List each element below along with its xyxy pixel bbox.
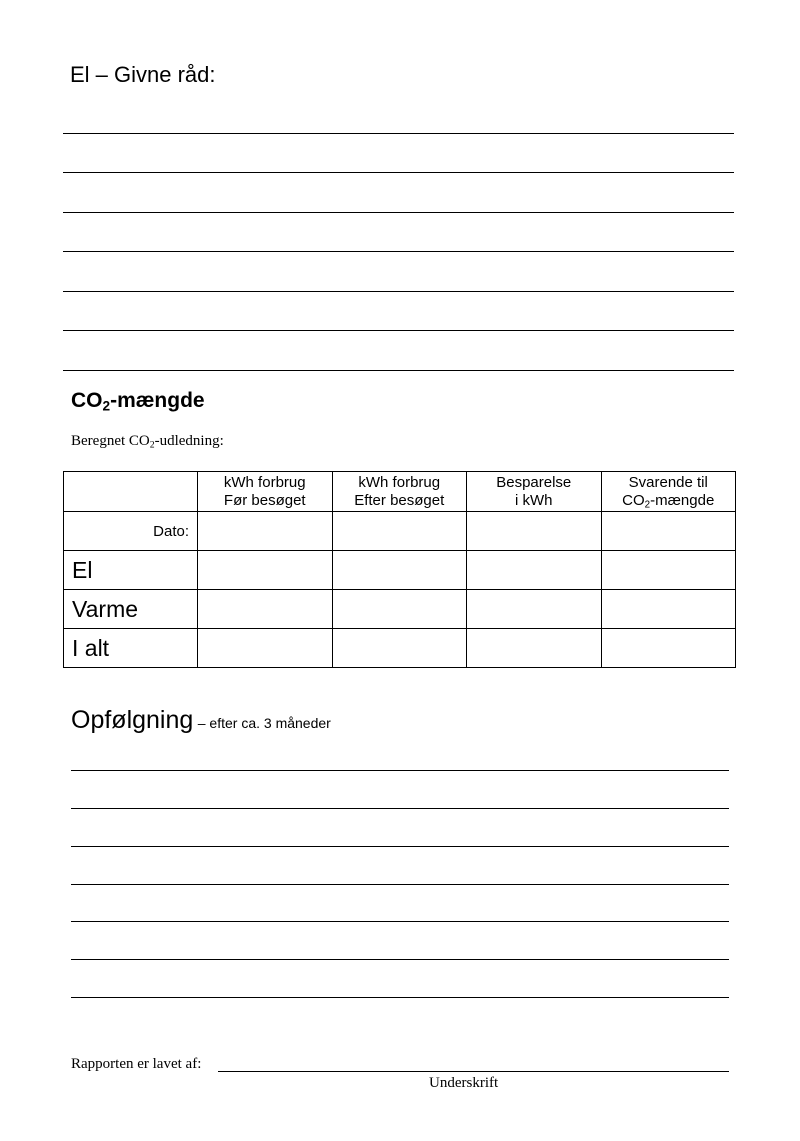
header-line2: i kWh [515,491,553,509]
header-line2-prefix: CO [622,491,645,509]
cell-date-co2[interactable] [601,512,736,551]
write-line-followup-5[interactable] [71,921,729,922]
cell-total-co2[interactable] [601,629,736,668]
write-line-followup-3[interactable] [71,846,729,847]
co2-subheading-sub: 2 [149,439,155,451]
header-line1: kWh forbrug [358,473,441,491]
line-end-mark [712,291,734,292]
header-line1: Svarende til [628,473,708,491]
write-line-followup-7[interactable] [71,997,729,998]
section-el-heading: El – Givne råd: [70,62,216,87]
signature-caption: Underskrift [429,1075,499,1091]
header-line2-suffix: -mængde [650,491,715,509]
table-header-after [332,472,467,512]
cell-varme-savings[interactable] [467,590,602,629]
table-header-savings [467,472,602,512]
cell-varme-co2[interactable] [601,590,736,629]
write-line-el-6[interactable] [63,330,734,331]
co2-heading-prefix: CO [71,389,103,412]
header-line1: Besparelse [496,473,572,491]
cell-total-after[interactable] [332,629,467,668]
cell-total-savings[interactable] [467,629,602,668]
write-line-el-4[interactable] [63,251,734,252]
write-line-followup-6[interactable] [71,959,729,960]
table-row-date [64,512,736,551]
co2-subheading [71,433,224,450]
write-line-el-5[interactable] [63,291,734,292]
table-header-row [64,472,736,512]
write-line-followup-4[interactable] [71,884,729,885]
row-label-el: El [64,551,198,590]
table-header-co2 [601,472,736,512]
line-end-mark [712,370,734,371]
table-row-el [64,551,736,590]
line-end-mark [712,212,734,213]
cell-el-after[interactable] [332,551,467,590]
line-end-mark [712,330,734,331]
co2-heading-sub: 2 [102,398,111,414]
header-line2: Efter besøget [354,491,445,509]
followup-subtitle: – efter ca. 3 måneder [197,715,331,731]
cell-el-savings[interactable] [467,551,602,590]
cell-el-co2[interactable] [601,551,736,590]
co2-table [63,471,736,668]
table-corner-cell [64,472,198,512]
header-line2: Før besøget [223,491,306,509]
cell-el-before[interactable] [198,551,333,590]
signature-label: Rapporten er lavet af: [71,1056,202,1072]
cell-date-savings[interactable] [467,512,602,551]
line-end-mark [712,251,734,252]
co2-subheading-suffix: -udledning: [154,433,224,449]
write-line-el-2[interactable] [63,172,734,173]
co2-heading-suffix: -mængde [110,389,205,412]
cell-varme-after[interactable] [332,590,467,629]
co2-subheading-prefix: Beregnet CO [71,433,150,449]
write-line-el-3[interactable] [63,212,734,213]
header-line2-sub: 2 [644,498,651,510]
cell-date-after[interactable] [332,512,467,551]
write-line-el-7[interactable] [63,370,734,371]
row-label-date: Dato: [64,512,198,551]
table-header-before [198,472,333,512]
cell-varme-before[interactable] [198,590,333,629]
row-label-total: I alt [64,629,198,668]
section-co2-heading [71,389,205,413]
table-row-total [64,629,736,668]
cell-date-before[interactable] [198,512,333,551]
write-line-followup-2[interactable] [71,808,729,809]
signature-line[interactable] [218,1071,729,1072]
row-label-varme: Varme [64,590,198,629]
write-line-el-1[interactable] [63,133,734,134]
line-end-mark [712,172,734,173]
table-row-varme [64,590,736,629]
cell-total-before[interactable] [198,629,333,668]
followup-title: Opfølgning [71,706,194,734]
header-line1: kWh forbrug [223,473,306,491]
section-followup-heading [71,706,331,735]
write-line-followup-1[interactable] [71,770,729,771]
line-end-mark [712,133,734,134]
